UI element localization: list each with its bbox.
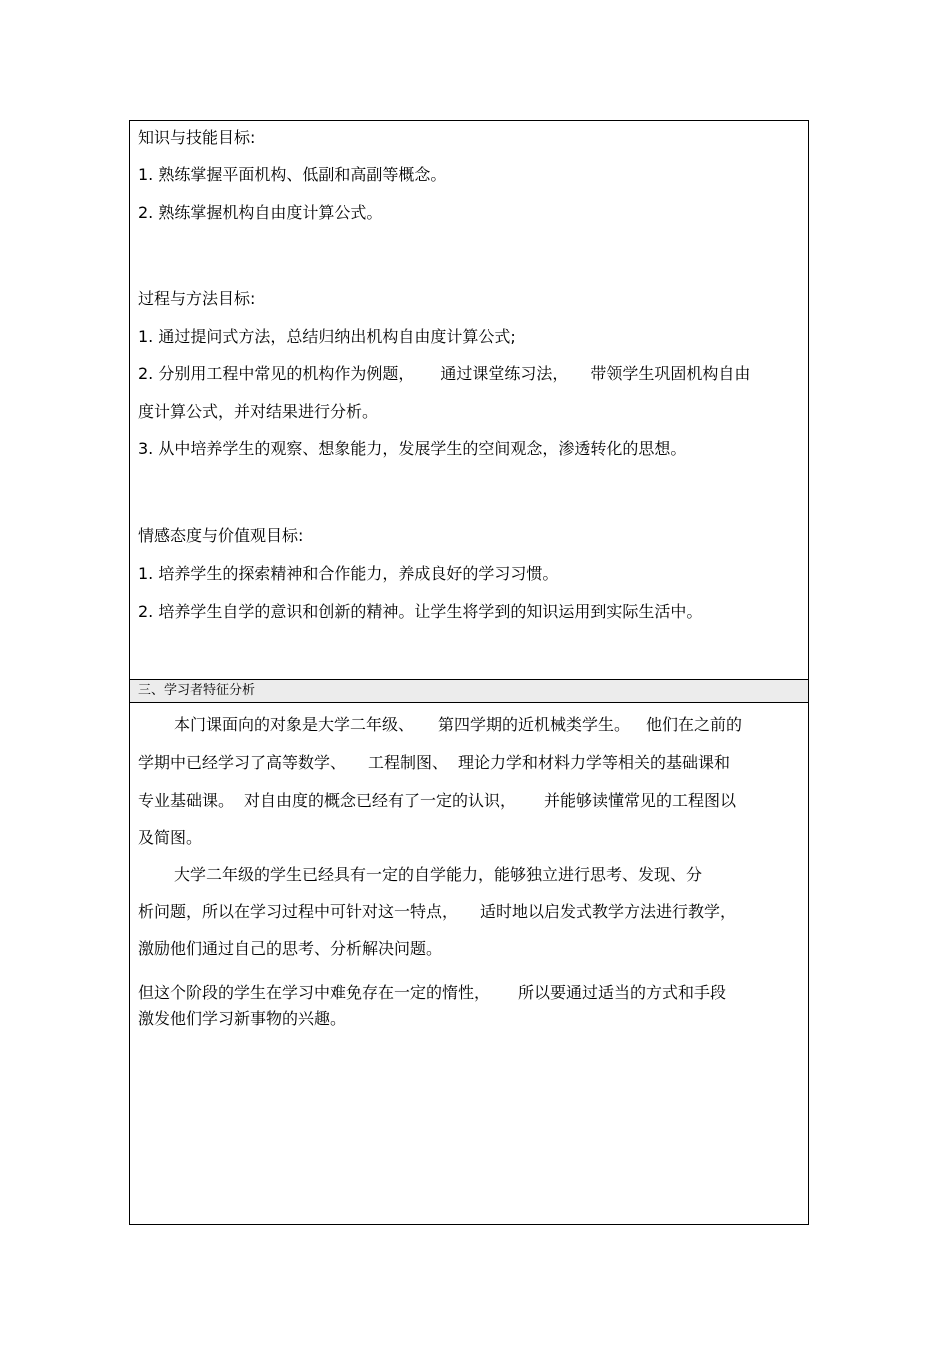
- learner-p2-l2-seg-1: 析问题，所以在学习过程中可针对这一特点，: [138, 902, 459, 921]
- process-item-3: 3. 从中培养学生的观察、想象能力，发展学生的空间观念，渗透转化的思想。: [138, 439, 687, 458]
- process-item-2-seg-1: 2. 分别用工程中常见的机构作为例题，: [138, 364, 415, 383]
- knowledge-item-2: 2. 熟练掌握机构自由度计算公式。: [138, 203, 383, 222]
- process-item-1: 1. 通过提问式方法，总结归纳出机构自由度计算公式;: [138, 327, 516, 346]
- knowledge-item-1: 1. 熟练掌握平面机构、低副和高副等概念。: [138, 165, 447, 184]
- learner-p2-line-3: 激励他们通过自己的思考、分析解决问题。: [138, 939, 443, 958]
- learner-p1-line-4: 及简图。: [138, 828, 203, 847]
- learner-p1-l2-seg-2: 工程制图、: [368, 753, 449, 772]
- knowledge-heading: 知识与技能目标:: [138, 128, 256, 147]
- learner-p2-l2-seg-2: 适时地以启发式教学方法进行教学，: [480, 902, 737, 921]
- emotion-item-2: 2. 培养学生自学的意识和创新的精神。让学生将学到的知识运用到实际生活中。: [138, 602, 703, 621]
- learner-p2-line-2: [138, 902, 798, 922]
- learner-p1-l2-seg-1: 学期中已经学习了高等数学、: [138, 753, 347, 772]
- learner-p1-line-2: [138, 753, 798, 773]
- learner-p3-line-2: 激发他们学习新事物的兴趣。: [138, 1009, 347, 1028]
- learner-p1-l2-seg-3: 理论力学和材料力学等相关的基础课和: [458, 753, 731, 772]
- learner-p3-l1-seg-2: 所以要通过适当的方式和手段: [518, 983, 727, 1002]
- learner-p1-l3-seg-1: 专业基础课。: [138, 791, 235, 810]
- learner-p2-line-1: 大学二年级的学生已经具有一定的自学能力，能够独立进行思考、发现、分: [174, 865, 703, 884]
- emotion-heading: 情感态度与价值观目标:: [138, 526, 304, 545]
- process-item-2-line-1: [138, 364, 798, 384]
- learner-p1-l1-seg-3: 他们在之前的: [646, 715, 743, 734]
- process-item-2-seg-3: 带领学生巩固机构自由: [590, 364, 751, 383]
- lesson-plan-frame: [129, 120, 809, 1225]
- emotion-item-1: 1. 培养学生的探索精神和合作能力，养成良好的学习习惯。: [138, 564, 559, 583]
- learner-p1-l3-seg-3: 并能够读懂常见的工程图以: [544, 791, 737, 810]
- learner-section-title: 三、学习者特征分析: [138, 683, 256, 698]
- process-item-2-line-2: 度计算公式，并对结果进行分析。: [138, 402, 379, 421]
- learner-section-header: [130, 679, 808, 703]
- learner-p1-l1-seg-2: 第四学期的近机械类学生。: [438, 715, 631, 734]
- learner-p3-line-1: [138, 983, 798, 1003]
- learner-p1-l1-seg-1: 本门课面向的对象是大学二年级、: [174, 715, 415, 734]
- process-item-2-seg-2: 通过课堂练习法，: [440, 364, 569, 383]
- learner-p3-l1-seg-1: 但这个阶段的学生在学习中难免存在一定的惰性，: [138, 983, 491, 1002]
- learner-p1-l3-seg-2: 对自由度的概念已经有了一定的认识，: [244, 791, 517, 810]
- learner-p1-line-3: [138, 791, 798, 811]
- process-heading: 过程与方法目标:: [138, 289, 256, 308]
- learner-p1-line-1: [174, 715, 798, 735]
